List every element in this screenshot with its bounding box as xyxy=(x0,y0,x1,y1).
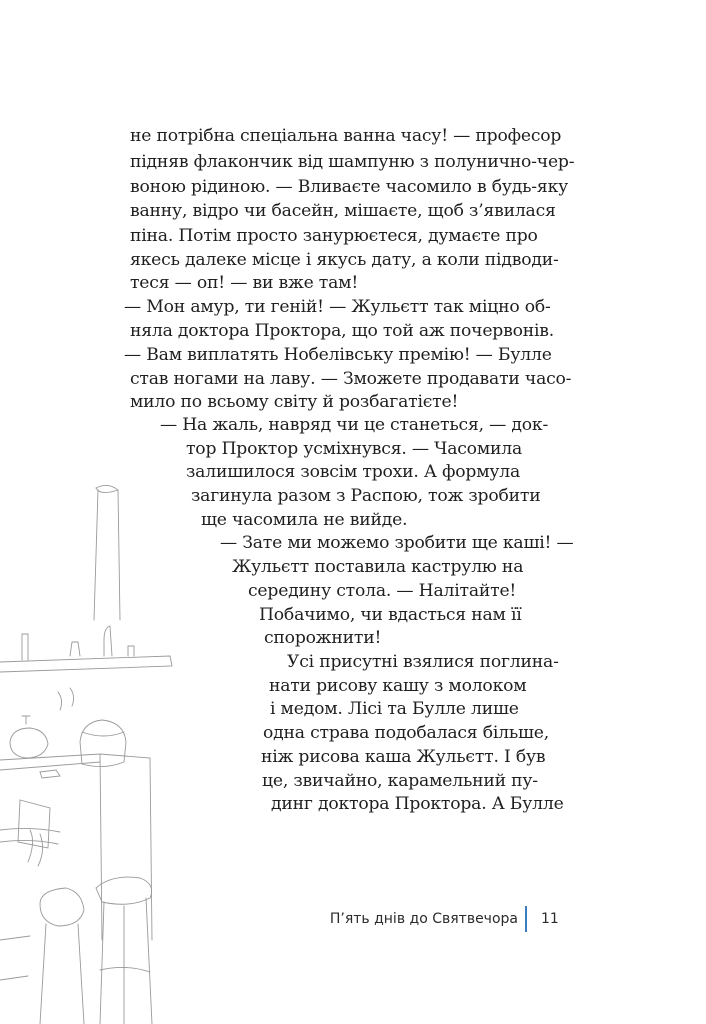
footer-divider xyxy=(525,906,527,932)
text-line: ще часомила не вийде. xyxy=(201,510,408,530)
text-line: залишилося зовсім трохи. А формула xyxy=(186,462,521,482)
text-line: загинула разом з Распою, тож зробити xyxy=(191,486,541,506)
text-line: ванну, відро чи басейн, мішаєте, щоб з’явилася xyxy=(130,201,556,221)
running-footer-chapter-title: П’ять днів до Святвечора xyxy=(329,911,518,927)
text-line: став ногами на лаву. — Зможете продавати часо- xyxy=(130,369,572,389)
text-line: і медом. Лісі та Булле лише xyxy=(270,699,519,719)
text-line: це, звичайно, карамельний пу- xyxy=(262,771,538,791)
text-line: підняв флакончик від шампуню з полунично-чер- xyxy=(130,152,575,172)
text-line: Жульєтт поставила каструлю на xyxy=(232,557,524,577)
text-line: піна. Потім просто занурюєтеся, думаєте про xyxy=(130,226,538,246)
text-line: няла доктора Проктора, що той аж почервонів. xyxy=(130,321,555,341)
page-number: 11 xyxy=(541,911,559,927)
kitchen-sketch-icon xyxy=(0,470,240,1024)
text-line: — Вам виплатять Нобелівську премію! — Булле xyxy=(124,345,552,365)
text-line: теся — оп! — ви вже там! xyxy=(130,273,359,293)
text-line: якесь далеке місце і якусь дату, а коли підводи- xyxy=(130,250,559,270)
text-line: мило по всьому світу й розбагатієте! xyxy=(130,392,459,412)
text-line: спорожнити! xyxy=(264,628,382,648)
text-line: — Зате ми можемо зробити ще каші! — xyxy=(220,533,574,553)
text-line: — Мон амур, ти геній! — Жульєтт так міцно об- xyxy=(124,297,551,317)
text-line: Усі присутні взялися поглина- xyxy=(287,652,559,672)
text-line: не потрібна спеціальна ванна часу! — професор xyxy=(130,126,562,146)
text-line: Побачимо, чи вдасться нам її xyxy=(259,605,522,625)
text-line: одна страва подобалася більше, xyxy=(263,723,550,743)
text-line: воною рідиною. — Вливаєте часомило в будь-яку xyxy=(130,177,569,197)
text-line: нати рисову кашу з молоком xyxy=(269,676,527,696)
text-line: тор Проктор усміхнувся. — Часомила xyxy=(186,439,523,459)
text-line: динг доктора Проктора. А Булле xyxy=(271,794,564,814)
text-line: — На жаль, навряд чи це станеться, — док- xyxy=(160,415,549,435)
text-line: ніж рисова каша Жульєтт. І був xyxy=(261,747,546,767)
text-line: середину стола. — Налітайте! xyxy=(248,581,517,601)
